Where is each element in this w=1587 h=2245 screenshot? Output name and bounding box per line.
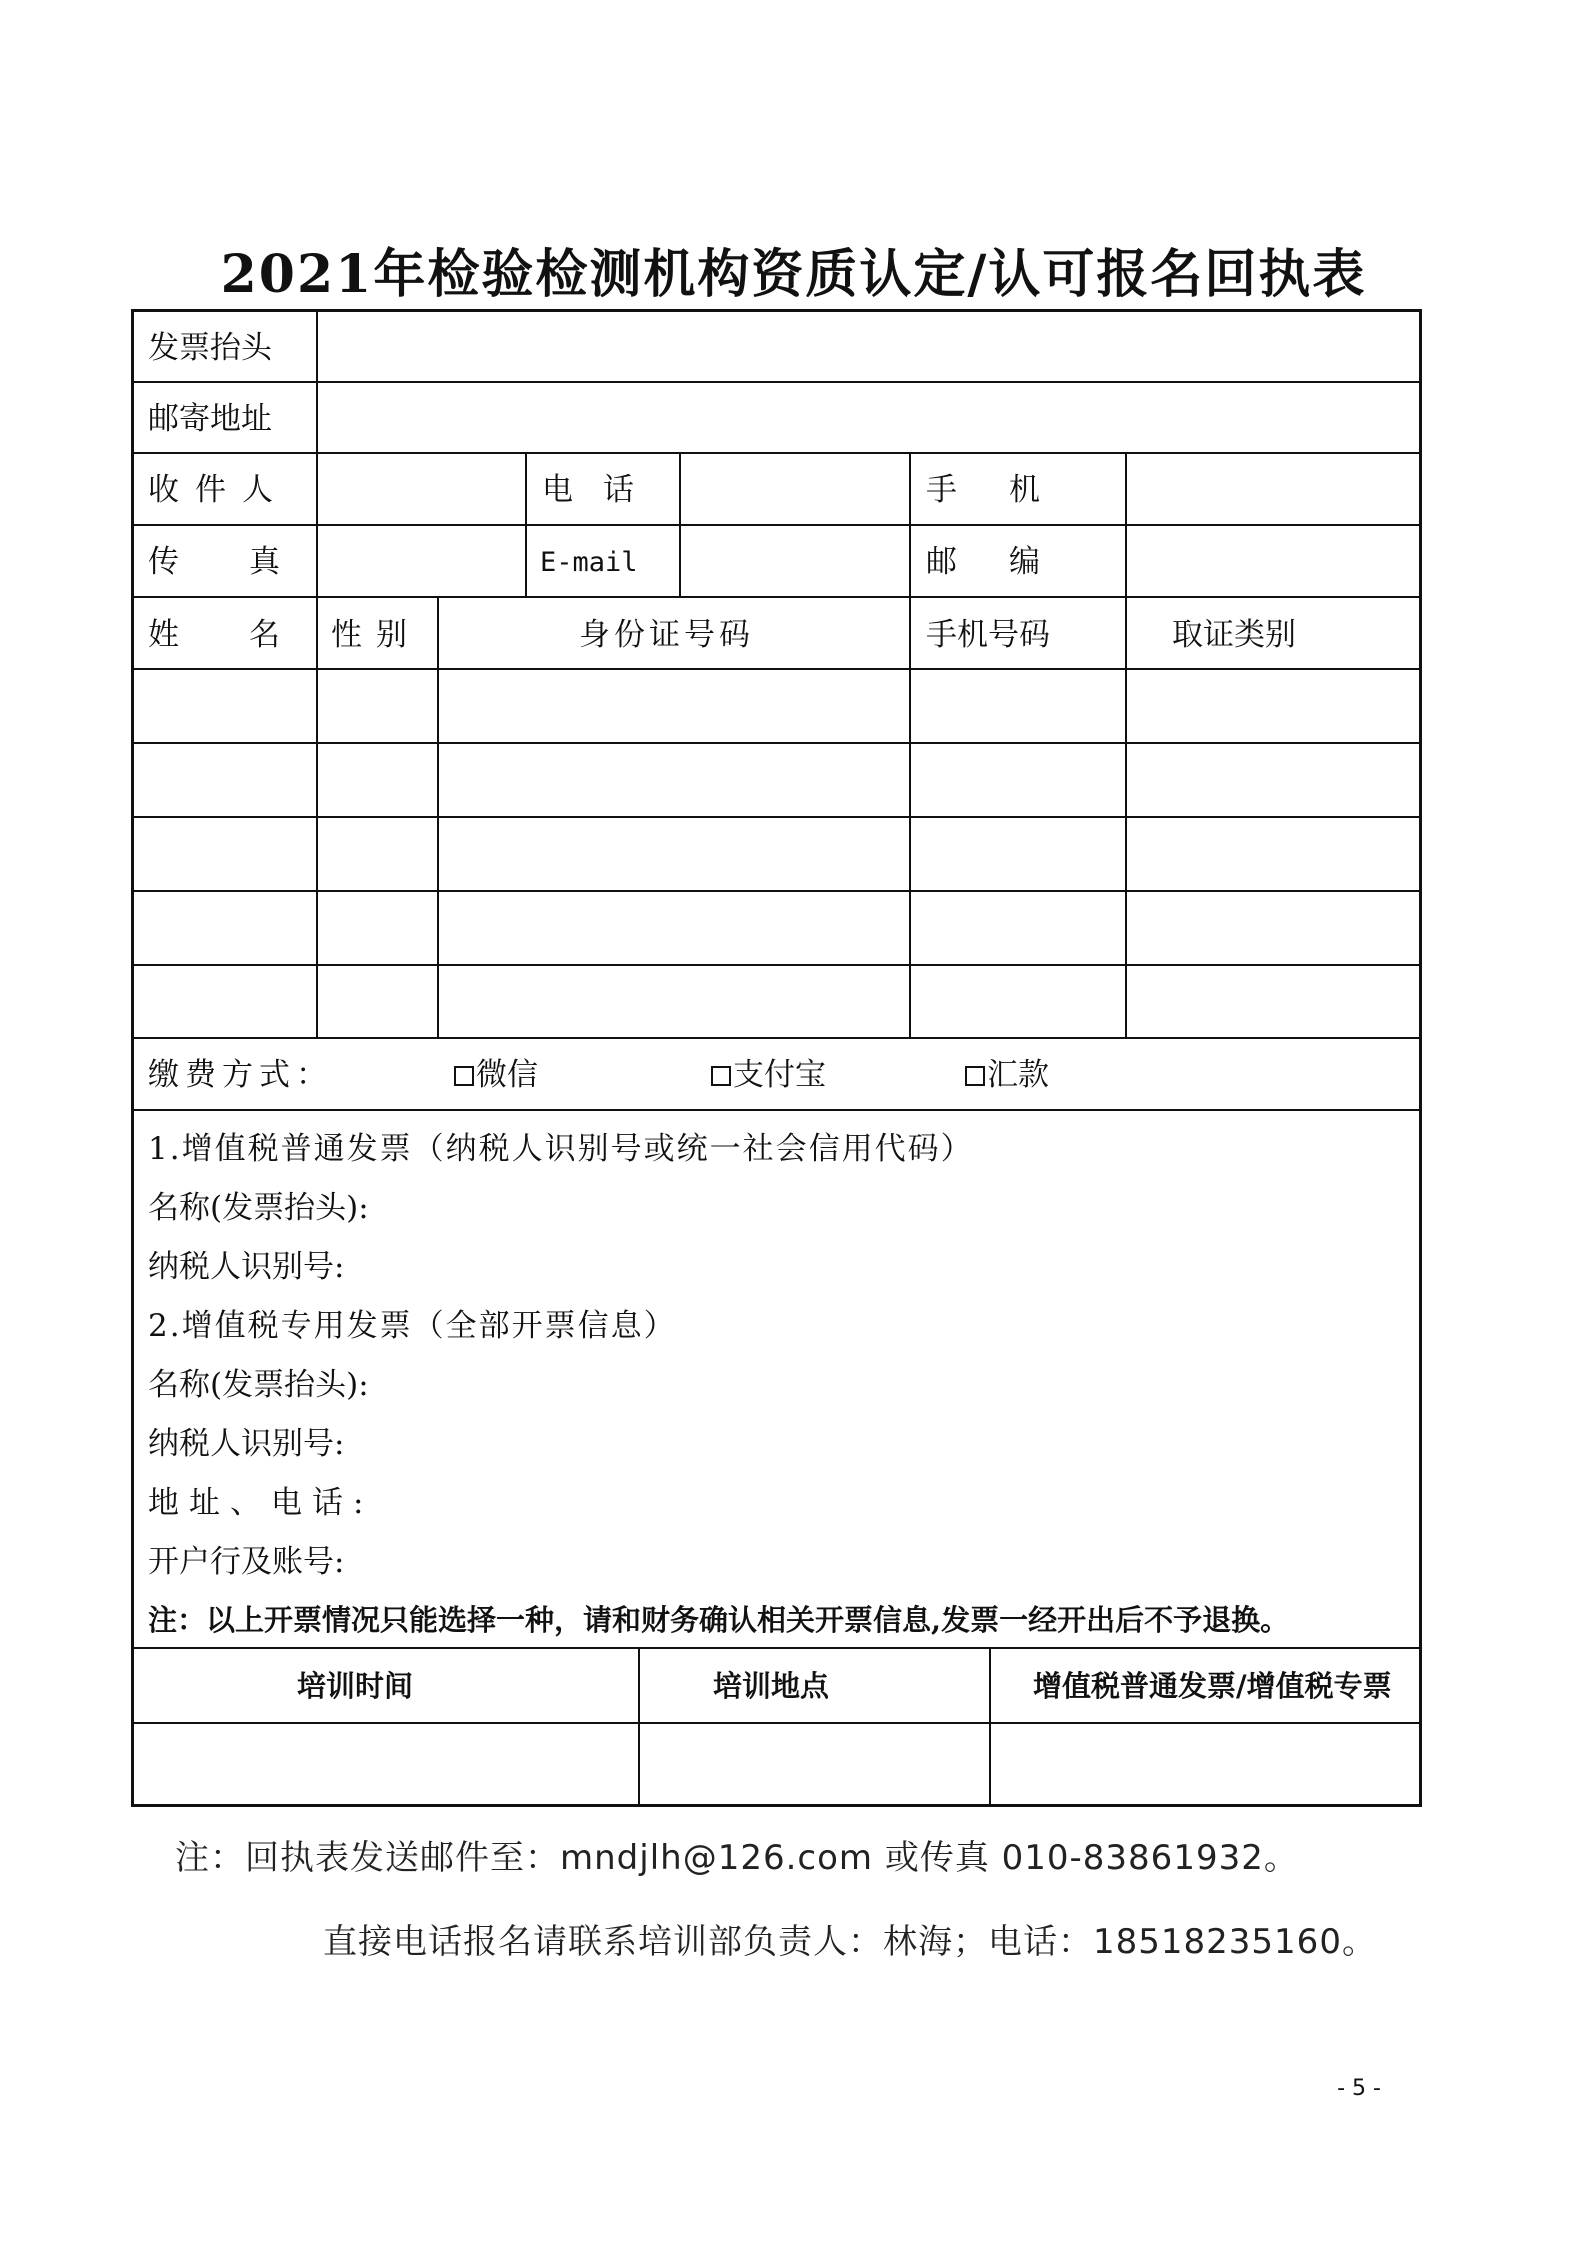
invoice-line: 2.增值税专用发票（全部开票信息） <box>148 1308 677 1344</box>
participant-phone-header: 手机号码 <box>926 617 1050 653</box>
col-divider <box>525 452 527 596</box>
row-divider <box>134 890 1419 892</box>
col-divider <box>989 1647 991 1804</box>
row-divider <box>134 1647 1419 1649</box>
email-label: E-mail <box>540 547 638 578</box>
training-time-header: 培训时间 <box>297 1669 414 1703</box>
phone-label: 电话 <box>542 472 664 508</box>
payment-option-label: 支付宝 <box>733 1057 826 1093</box>
payment-option-alipay[interactable] <box>711 1057 826 1093</box>
col-divider <box>316 596 318 1037</box>
postcode-label: 邮编 <box>926 544 1092 580</box>
row-divider <box>134 1109 1419 1111</box>
col-divider <box>909 452 911 1037</box>
registration-form-table <box>131 309 1422 1807</box>
payment-option-wechat[interactable] <box>454 1057 538 1093</box>
invoice-line: 1.增值税普通发票（纳税人识别号或统一社会信用代码） <box>148 1131 974 1167</box>
recipient-label: 收件人 <box>148 472 289 508</box>
invoice-line: 名称(发票抬头): <box>148 1367 369 1403</box>
participant-category-header: 取证类别 <box>1172 617 1296 653</box>
mail-address-label: 邮寄地址 <box>148 401 272 437</box>
checkbox-icon[interactable] <box>454 1066 474 1086</box>
mobile-label: 手机 <box>926 472 1092 508</box>
checkbox-icon[interactable] <box>965 1066 985 1086</box>
row-divider <box>134 1037 1419 1039</box>
payment-option-transfer[interactable] <box>965 1057 1049 1093</box>
participant-gender-header: 性别 <box>331 617 421 653</box>
row-divider <box>134 816 1419 818</box>
participant-id-header: 身份证号码 <box>579 617 754 653</box>
payment-method-label: 缴费方式： <box>148 1057 333 1093</box>
invoice-line: 地址、电话: <box>148 1485 374 1521</box>
training-invoice-type-header: 增值税普通发票/增值税专票 <box>1033 1669 1392 1703</box>
payment-option-label: 微信 <box>476 1057 538 1093</box>
row-divider <box>134 452 1419 454</box>
invoice-line: 纳税人识别号: <box>148 1426 345 1462</box>
invoice-line: 开户行及账号: <box>148 1544 345 1580</box>
row-divider <box>134 742 1419 744</box>
col-divider <box>1125 452 1127 1037</box>
col-divider <box>679 452 681 596</box>
checkbox-icon[interactable] <box>711 1066 731 1086</box>
invoice-line: 纳税人识别号: <box>148 1249 345 1285</box>
invoice-line: 名称(发票抬头): <box>148 1190 369 1226</box>
footer-note-email: 注：回执表发送邮件至：mndjlh@126.com 或传真 010-83861932。 <box>175 1838 1299 1878</box>
payment-option-label: 汇款 <box>987 1057 1049 1093</box>
fax-label: 传真 <box>148 544 350 580</box>
row-divider <box>134 668 1419 670</box>
row-divider <box>134 964 1419 966</box>
page-title: 2021年检验检测机构资质认定/认可报名回执表 <box>220 244 1367 305</box>
col-divider <box>437 596 439 1037</box>
row-divider <box>134 524 1419 526</box>
footer-note-phone: 直接电话报名请联系培训部负责人：林海；电话：18518235160。 <box>323 1922 1377 1962</box>
row-divider <box>134 596 1419 598</box>
invoice-title-label: 发票抬头 <box>148 330 272 366</box>
row-divider <box>134 1722 1419 1724</box>
training-location-header: 培训地点 <box>713 1669 830 1703</box>
col-divider <box>638 1647 640 1804</box>
participant-name-header: 姓名 <box>148 617 350 653</box>
page-number: - 5 - <box>1337 2076 1381 2101</box>
row-divider <box>134 381 1419 383</box>
invoice-note: 注：以上开票情况只能选择一种，请和财务确认相关开票信息,发票一经开出后不予退换。 <box>148 1603 1290 1637</box>
